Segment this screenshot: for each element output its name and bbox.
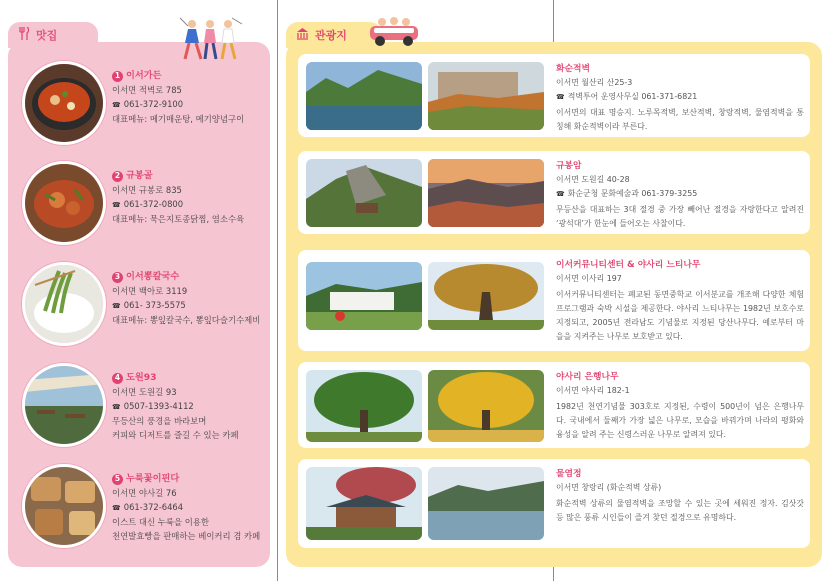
- restaurant-item: [22, 61, 267, 143]
- number-badge: 4: [112, 373, 123, 384]
- phone-icon: ☎: [112, 504, 121, 512]
- restaurant-name: 누룩꽃이핀다: [126, 473, 180, 484]
- restaurant-name: 이서가든: [126, 70, 162, 81]
- restaurant-address: 이서면 백아로 3119: [112, 286, 188, 296]
- phone-icon: ☎: [112, 403, 121, 411]
- restaurant-description: 무등산의 풍경을 바라보며: [112, 416, 207, 426]
- restaurant-phone: 061-372-6464: [123, 502, 184, 512]
- bakery-photo: [22, 464, 106, 548]
- restaurant-description: 커피와 디저트를 즐길 수 있는 카페: [112, 430, 239, 440]
- restaurant-address: 이서면 규봉로 835: [112, 185, 182, 195]
- phone-icon: ☎: [112, 201, 121, 209]
- restaurant-phone: 061-372-9100: [123, 99, 184, 109]
- restaurant-name: 도원93: [126, 372, 157, 383]
- restaurant-item: [22, 363, 267, 445]
- noodle-photo: [22, 262, 106, 346]
- restaurant-address: 이서면 야사길 76: [112, 488, 177, 498]
- pavilion-photo: [306, 467, 422, 540]
- restaurant-name: 이서뽕칼국수: [126, 271, 180, 282]
- attraction-address: 이서면 이사리 197: [556, 274, 622, 283]
- restaurant-phone: 0507-1393-4112: [123, 401, 194, 411]
- restaurant-menu: 대표메뉴: 메기매운탕, 메기양념구이: [112, 114, 245, 124]
- river-view-photo: [428, 467, 544, 540]
- restaurant-phone: 061-372-0800: [123, 199, 184, 209]
- restaurant-description: 천연발효빵을 판매하는 베이커리 겸 카페: [112, 531, 261, 541]
- attraction-address: 이서면 도원길 40-28: [556, 175, 630, 184]
- restaurant-name: 규봉골: [126, 170, 153, 181]
- phone-icon: ☎: [112, 101, 121, 109]
- ginkgo-autumn-photo: [428, 370, 544, 442]
- attraction-description: 무등산을 대표하는 3대 절경 중 가장 빼어난 절경을 자랑한다고 알려진 ‘광석대’가 한눈에 들어오는 사찰이다.: [556, 205, 804, 228]
- chicken-dish-photo: [22, 161, 106, 245]
- restaurant-tab-label: 맛집: [36, 29, 58, 42]
- restaurant-address: 이서면 도원길 93: [112, 387, 177, 397]
- attraction-card: [298, 250, 810, 351]
- attraction-name: 물염정: [556, 469, 582, 479]
- ginkgo-summer-photo: [306, 370, 422, 442]
- attraction-address: 이서면 월산리 산25-3: [556, 78, 633, 87]
- restaurant-item: [22, 161, 267, 243]
- attraction-description: 화순적벽 상류의 물염적벽을 조망할 수 있는 곳에 세워진 정자. 김삿갓 등 많은 풍류 시인들이 즐겨 찾던 절경으로 유명하다.: [556, 499, 804, 522]
- rock-temple-photo: [306, 159, 422, 227]
- attraction-tab-label: 관광지: [315, 29, 347, 42]
- attraction-card: [298, 459, 810, 548]
- restaurant-item: [22, 464, 267, 546]
- attraction-name: 이서커뮤니티센터 & 야사리 느티나무: [556, 260, 701, 270]
- cafe-terrace-photo: [22, 363, 106, 447]
- number-badge: 3: [112, 272, 123, 283]
- community-center-photo: [306, 262, 422, 330]
- attraction-description: 이서커뮤니티센터는 폐교된 동면중학교 이서분교를 개조해 다양한 체험 프로그램과 숙박 시설을 제공한다. 야사리 느티나무는 1982년 보호수로 지정되고, 2005년 전라남도 기념물로 지정된 당산나무다. 예로부터 마을을 지켜주는 나무로 보호받고 있다.: [556, 290, 804, 341]
- restaurant-menu: 대표메뉴: 뽕잎칼국수, 뽕잎다슬기수제비: [112, 315, 261, 325]
- number-badge: 2: [112, 171, 123, 182]
- phone-icon: ☎: [556, 93, 565, 101]
- attraction-contact: 적벽투어 운영사무실 061-371-6821: [567, 92, 698, 101]
- number-badge: 1: [112, 71, 123, 82]
- stew-photo: [22, 61, 106, 145]
- attraction-card: [298, 362, 810, 448]
- phone-icon: ☎: [556, 190, 565, 198]
- restaurant-menu: 대표메뉴: 묵은지토종닭찜, 염소수육: [112, 214, 245, 224]
- zelkova-tree-photo: [428, 262, 544, 330]
- attraction-name: 규봉암: [556, 161, 582, 171]
- phone-icon: ☎: [112, 302, 121, 310]
- car-illustration: [368, 16, 420, 52]
- attraction-name: 화순적벽: [556, 64, 590, 74]
- attraction-description: 1982년 천연기념물 303호로 지정된, 수령이 500년이 넘은 은행나무다. 국내에서 둘째가 가장 넓은 나무로, 모습을 바꿔가며 나라의 평화와 융성을 알려 주는 신령스러운 나무로 알려져 있다.: [556, 402, 804, 439]
- landmark-icon: [296, 28, 309, 43]
- dancing-people-illustration: [170, 14, 250, 66]
- attraction-address: 이서면 야사리 182-1: [556, 386, 630, 395]
- mountain-sunset-photo: [428, 159, 544, 227]
- number-badge: 5: [112, 474, 123, 485]
- fork-knife-icon: [18, 27, 30, 43]
- cliff-autumn-photo: [428, 62, 544, 130]
- attraction-card: [298, 54, 810, 137]
- cliff-lake-photo: [306, 62, 422, 130]
- restaurant-tab: [8, 22, 98, 48]
- attraction-description: 이서면의 대표 명승지. 노루목적벽, 보산적벽, 창랑적벽, 물염적벽을 통칭해 화순적벽이라 부른다.: [556, 108, 804, 131]
- attraction-card: [298, 151, 810, 234]
- restaurant-item: [22, 262, 267, 344]
- restaurant-description: 이스트 대신 누룩을 이용한: [112, 517, 209, 527]
- left-page-edge: [277, 0, 278, 581]
- attraction-address: 이서면 창랑리 (화순적벽 상류): [556, 483, 662, 492]
- attraction-contact: 화순군청 문화예술과 061-379-3255: [567, 189, 698, 198]
- attraction-name: 야사리 은행나무: [556, 372, 619, 382]
- restaurant-phone: 061- 373-5575: [123, 300, 186, 310]
- restaurant-address: 이서면 적벽로 785: [112, 85, 182, 95]
